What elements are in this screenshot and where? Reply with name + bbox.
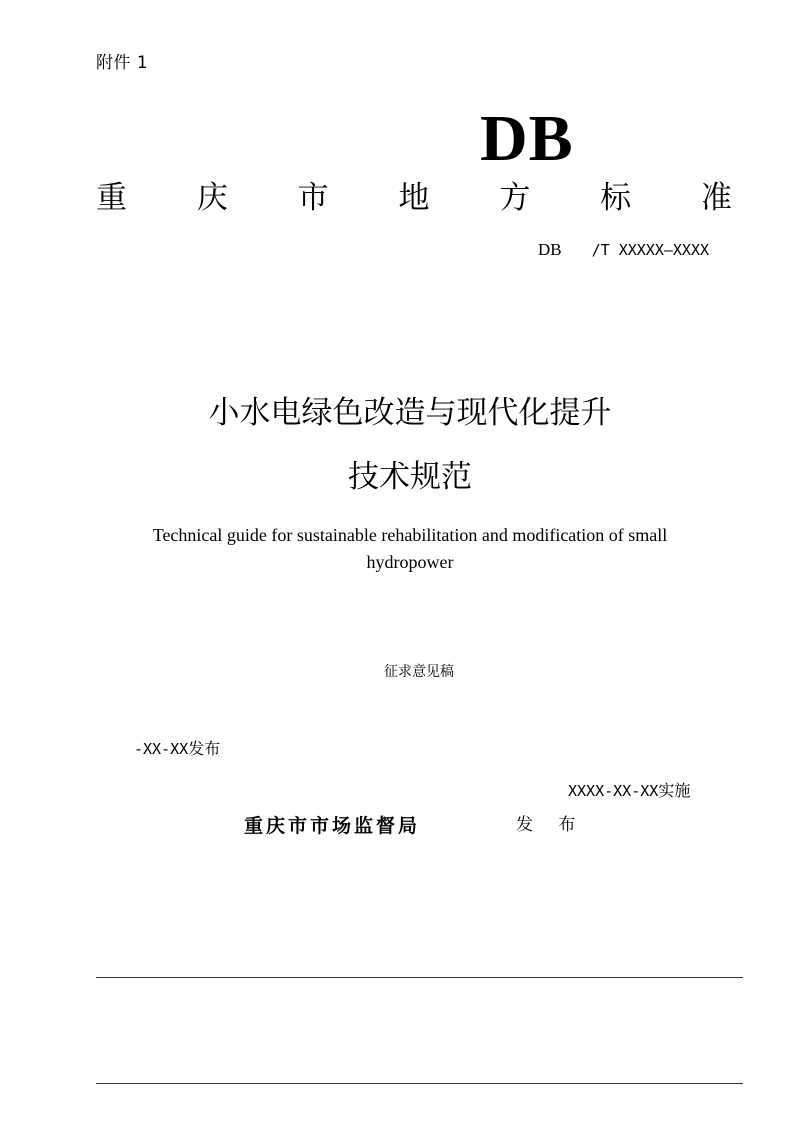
implementation-date-value: XXXX-XX-XX (568, 782, 659, 800)
implementation-date (568, 780, 690, 802)
implementation-date-suffix: 实施 (658, 781, 691, 800)
issue-date-suffix: 发布 (188, 739, 221, 758)
standard-title-char: 标 (600, 180, 632, 216)
issuing-authority: 重庆市市场监督局 (244, 815, 421, 837)
standard-number-prefix: DB (538, 240, 562, 259)
footer-divider-bottom (96, 1083, 743, 1084)
publish-label: 发 布 (516, 815, 586, 835)
document-title-line2: 技术规范 (348, 459, 472, 495)
standard-title-char: 方 (499, 180, 531, 216)
attachment-label: 附件 1 (96, 53, 149, 73)
db-logo: DB (480, 102, 574, 175)
standard-title-char: 市 (297, 180, 329, 216)
footer-divider-top (96, 977, 743, 978)
draft-status-label: 征求意见稿 (384, 664, 454, 680)
standard-title-char: 地 (398, 180, 430, 216)
issue-date (134, 738, 220, 760)
standard-category-title (96, 178, 732, 218)
standard-title-char: 庆 (196, 180, 228, 216)
standard-title-char: 准 (700, 180, 732, 216)
issue-date-value: -XX-XX (134, 740, 189, 758)
standard-number (538, 240, 709, 260)
english-title: Technical guide for sustainable rehabilitation and modification of small hydropower (152, 525, 668, 572)
standard-title-char: 重 (96, 180, 127, 216)
standard-number-code: /T XXXXX—XXXX (591, 241, 710, 259)
document-title-line1: 小水电绿色改造与现代化提升 (208, 395, 612, 431)
